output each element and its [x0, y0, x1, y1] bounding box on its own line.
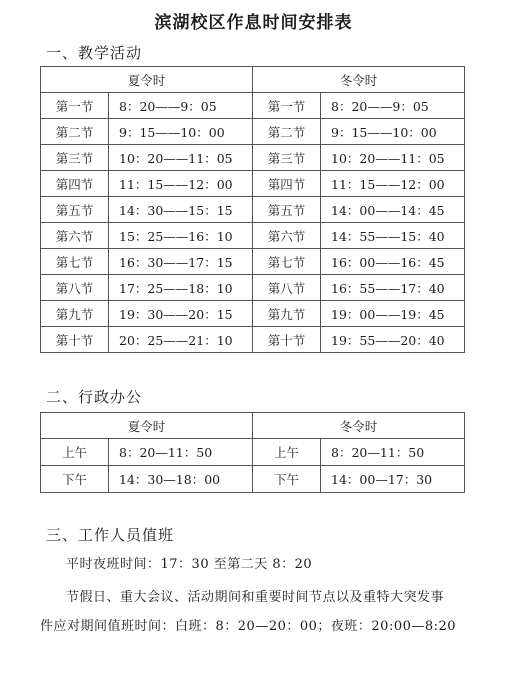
- summer-period-label: 上午: [41, 439, 109, 466]
- table-row: [41, 197, 465, 223]
- summer-header: 夏令时: [41, 413, 253, 439]
- summer-period-label: 第九节: [41, 301, 109, 327]
- admin-schedule-table: [40, 412, 465, 493]
- summer-time-value: 17：25——18：10: [109, 275, 253, 301]
- winter-period-label: 第六节: [253, 223, 321, 249]
- table-row: [41, 171, 465, 197]
- table-row: [41, 327, 465, 353]
- summer-time-value: 15：25——16：10: [109, 223, 253, 249]
- winter-header: 冬令时: [253, 413, 465, 439]
- table-row: [41, 119, 465, 145]
- summer-time-value: 16：30——17：15: [109, 249, 253, 275]
- winter-period-label: 第一节: [253, 93, 321, 119]
- table-row: [41, 439, 465, 466]
- summer-period-label: 第三节: [41, 145, 109, 171]
- winter-time-value: 19：00——19：45: [321, 301, 465, 327]
- table-header-row: [41, 67, 465, 93]
- page-title: 滨湖校区作息时间安排表: [154, 13, 353, 33]
- summer-period-label: 第五节: [41, 197, 109, 223]
- winter-period-label: 第五节: [253, 197, 321, 223]
- winter-period-label: 第九节: [253, 301, 321, 327]
- summer-period-label: 第八节: [41, 275, 109, 301]
- table-row: [41, 275, 465, 301]
- table-row: [41, 301, 465, 327]
- summer-time-value: 10：20——11：05: [109, 145, 253, 171]
- winter-time-value: 11：15——12：00: [321, 171, 465, 197]
- summer-header: 夏令时: [41, 67, 253, 93]
- winter-time-value: 19：55——20：40: [321, 327, 465, 353]
- summer-time-value: 14：30——15：15: [109, 197, 253, 223]
- summer-period-label: 第七节: [41, 249, 109, 275]
- summer-period-label: 第一节: [41, 93, 109, 119]
- winter-time-value: 14：00——14：45: [321, 197, 465, 223]
- summer-time-value: 19：30——20：15: [109, 301, 253, 327]
- table-row: [41, 93, 465, 119]
- summer-time-value: 8：20—11：50: [109, 439, 253, 466]
- winter-period-label: 上午: [253, 439, 321, 466]
- section-heading-duty: 三、工作人员值班: [46, 526, 175, 544]
- summer-time-value: 11：15——12：00: [109, 171, 253, 197]
- winter-period-label: 第三节: [253, 145, 321, 171]
- winter-header: 冬令时: [253, 67, 465, 93]
- winter-period-label: 第十节: [253, 327, 321, 353]
- winter-period-label: 下午: [253, 466, 321, 493]
- winter-period-label: 第四节: [253, 171, 321, 197]
- winter-time-value: 8：20——9：05: [321, 93, 465, 119]
- summer-time-value: 20：25——21：10: [109, 327, 253, 353]
- winter-time-value: 9：15——10：00: [321, 119, 465, 145]
- table-row: [41, 223, 465, 249]
- summer-time-value: 14：30—18：00: [109, 466, 253, 493]
- table-header-row: [41, 413, 465, 439]
- section-heading-admin: 二、行政办公: [46, 388, 143, 406]
- duty-night-shift-text: 平时夜班时间：17：30 至第二天 8：20: [66, 557, 313, 572]
- summer-period-label: 下午: [41, 466, 109, 493]
- table-row: [41, 145, 465, 171]
- summer-period-label: 第四节: [41, 171, 109, 197]
- summer-time-value: 8：20——9：05: [109, 93, 253, 119]
- table-row: [41, 249, 465, 275]
- summer-period-label: 第二节: [41, 119, 109, 145]
- winter-time-value: 14：55——15：40: [321, 223, 465, 249]
- winter-time-value: 8：20—11：50: [321, 439, 465, 466]
- duty-holiday-text: 节假日、重大会议、活动期间和重要时间节点以及重特大突发事: [66, 590, 445, 605]
- summer-period-label: 第六节: [41, 223, 109, 249]
- winter-time-value: 14：00—17：30: [321, 466, 465, 493]
- winter-time-value: 16：55——17：40: [321, 275, 465, 301]
- summer-time-value: 9：15——10：00: [109, 119, 253, 145]
- summer-period-label: 第十节: [41, 327, 109, 353]
- winter-period-label: 第七节: [253, 249, 321, 275]
- winter-time-value: 10：20——11：05: [321, 145, 465, 171]
- winter-time-value: 16：00——16：45: [321, 249, 465, 275]
- teaching-schedule-table: [40, 66, 465, 353]
- winter-period-label: 第八节: [253, 275, 321, 301]
- table-row: [41, 466, 465, 493]
- winter-period-label: 第二节: [253, 119, 321, 145]
- duty-holiday-text-continued: 件应对期间值班时间：白班：8：20—20：00；夜班：20:00—8:20: [40, 619, 457, 634]
- section-heading-teaching: 一、教学活动: [46, 44, 143, 62]
